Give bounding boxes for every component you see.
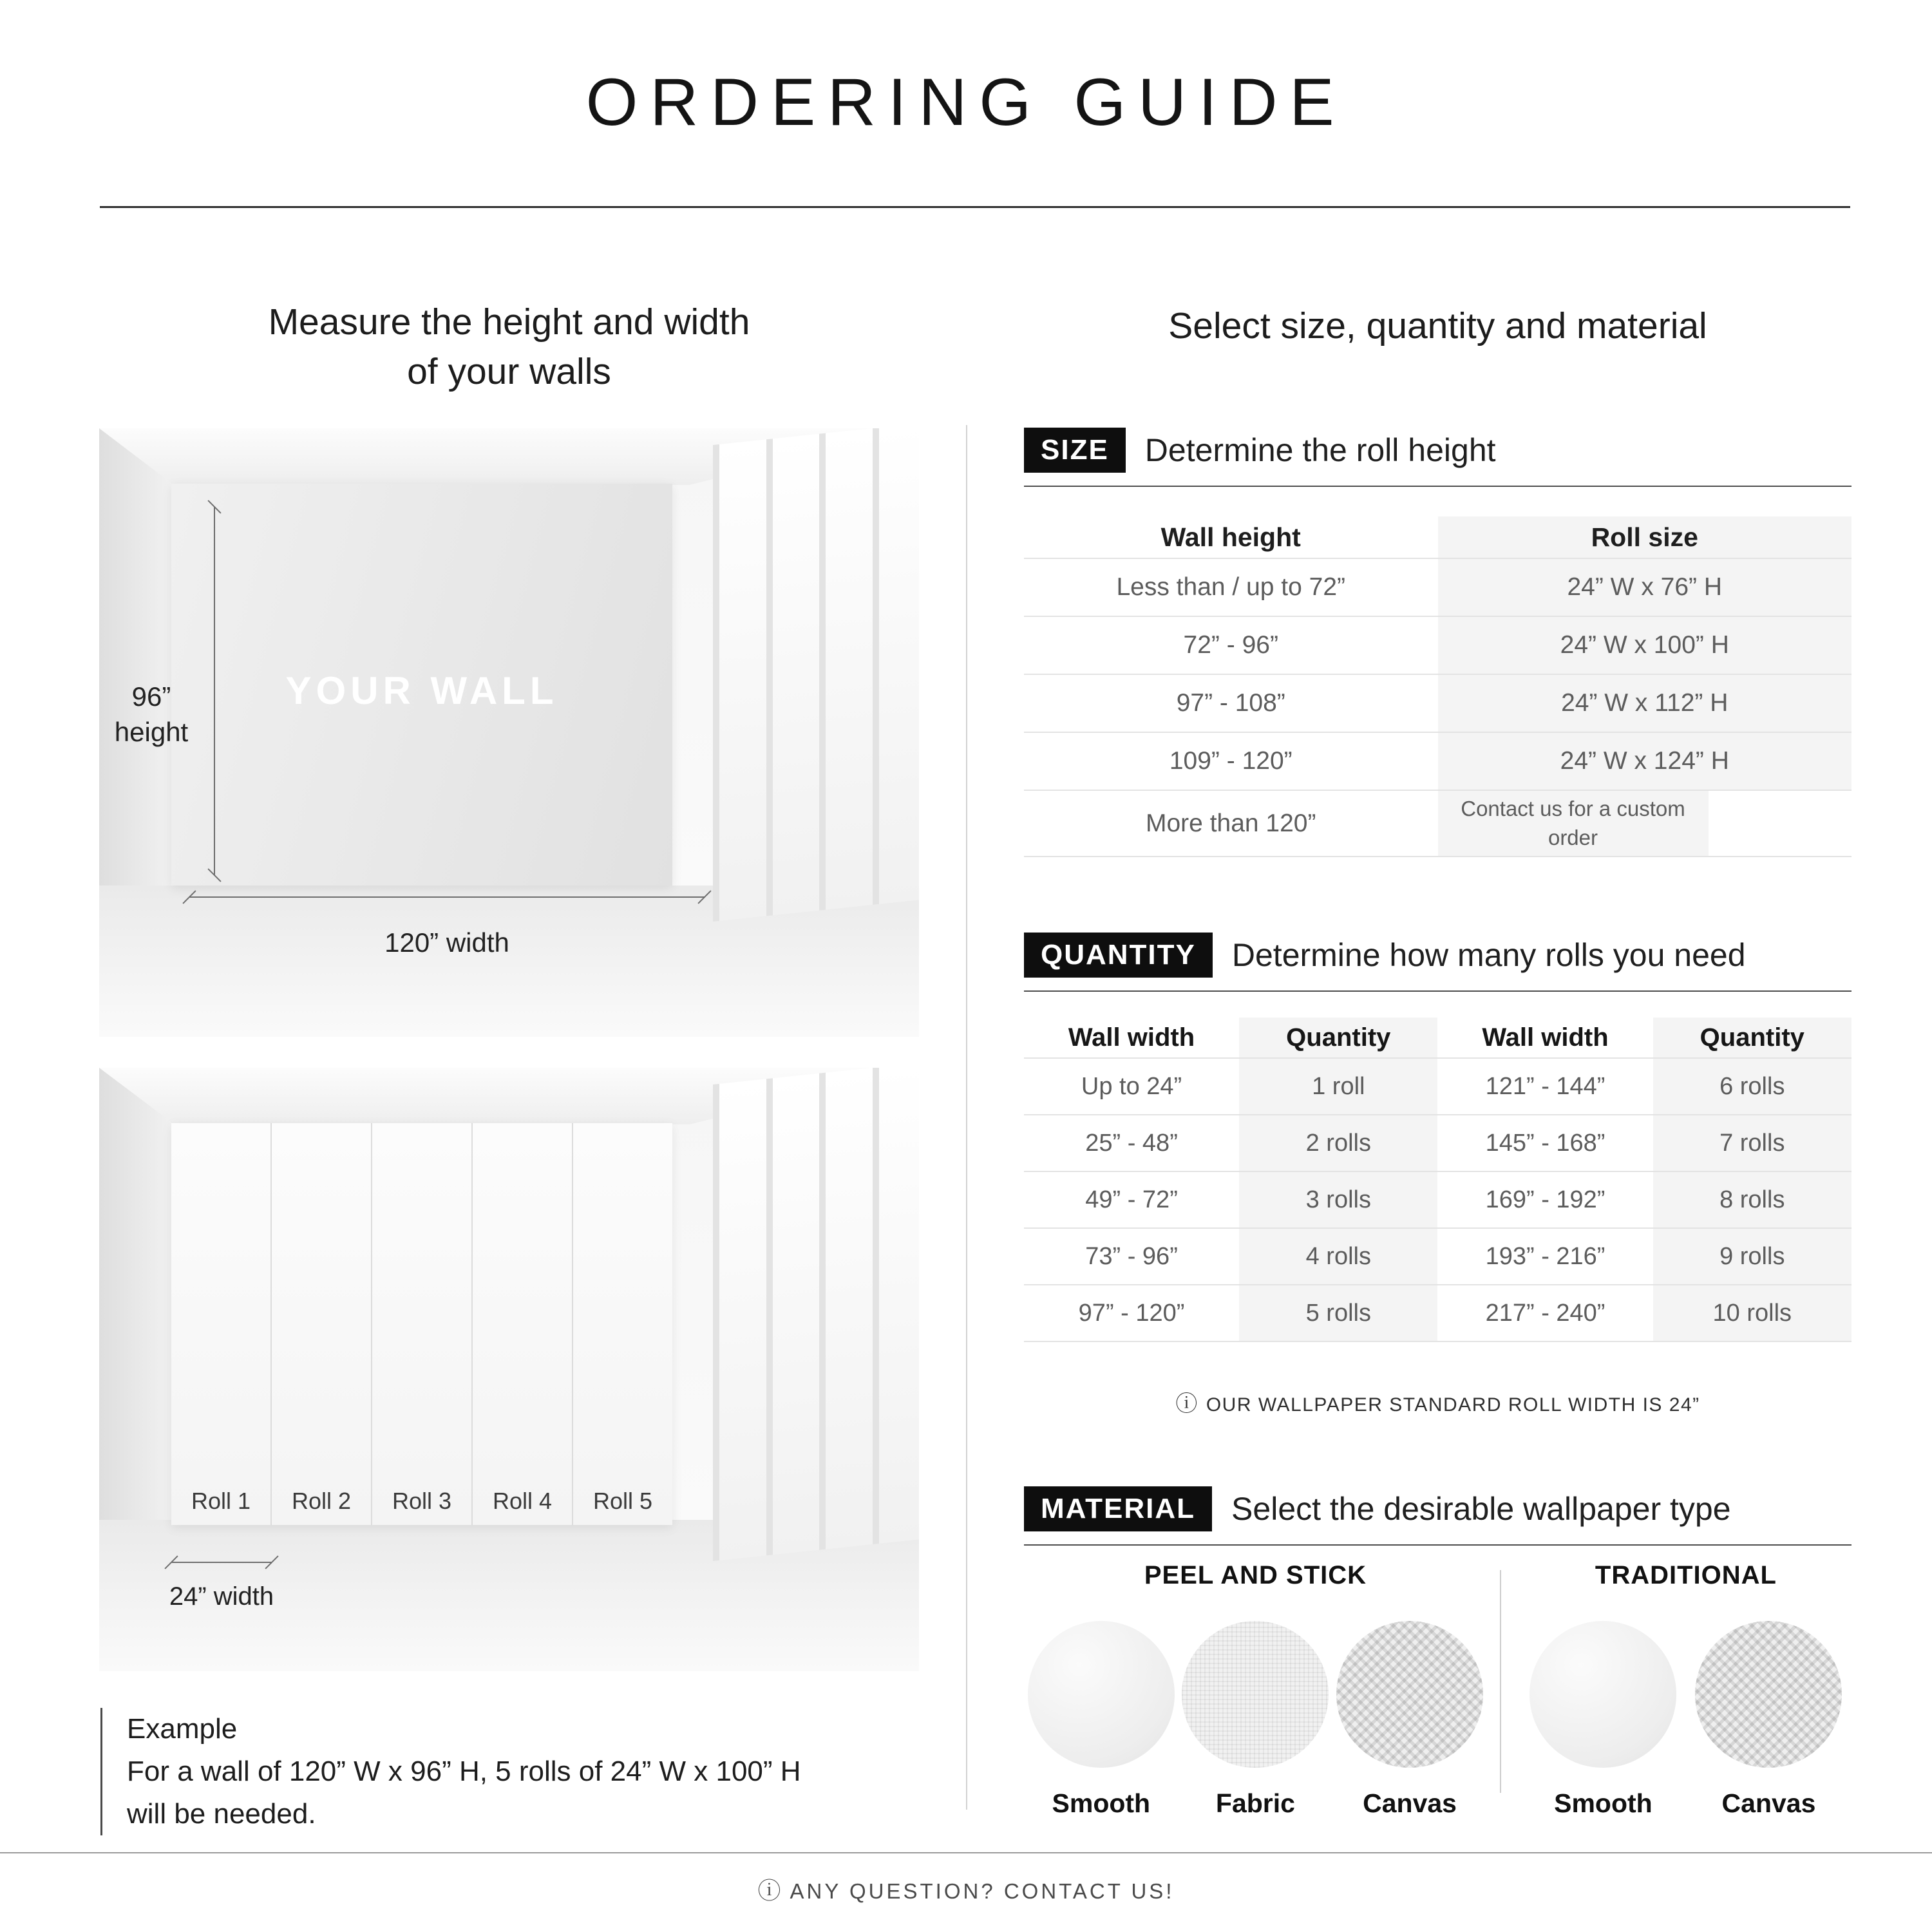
- roll-label-2: Roll 2: [291, 1488, 352, 1514]
- quantity-badge: QUANTITY: [1024, 933, 1213, 978]
- qty-cell: 6 rolls: [1653, 1059, 1852, 1114]
- quantity-table-row: [1024, 1115, 1852, 1172]
- roll-panel-4: [473, 1123, 573, 1525]
- canvas-texture-circle: [1336, 1621, 1483, 1768]
- right-column-heading: Select size, quantity and material: [1168, 305, 1707, 346]
- room-window: [713, 428, 919, 922]
- roll-panel-3: [372, 1123, 473, 1525]
- left-heading-line2: of your walls: [407, 350, 611, 392]
- material-section-header: [1024, 1486, 1852, 1546]
- qty-col-quantity: Quantity: [1239, 1018, 1437, 1057]
- window-pane: [819, 1068, 873, 1550]
- size-table-header-row: [1024, 516, 1852, 559]
- size-subtitle: Determine the roll height: [1144, 432, 1496, 468]
- qty-cell: 121” - 144”: [1485, 1072, 1605, 1100]
- width-dimension-label: 120” width: [384, 927, 509, 958]
- fabric-texture-circle: [1182, 1621, 1329, 1768]
- peel-and-stick-swatches: [1024, 1621, 1487, 1819]
- example-title: Example: [127, 1713, 238, 1745]
- example-block: [100, 1708, 932, 1835]
- qty-cell: 97” - 120”: [1078, 1299, 1185, 1327]
- column-divider: [966, 425, 967, 1810]
- window-pane: [873, 428, 920, 905]
- window-pane: [713, 439, 766, 922]
- roll-panel-2: [272, 1123, 372, 1525]
- quantity-subtitle: Determine how many rolls you need: [1231, 937, 1746, 973]
- qty-cell: 25” - 48”: [1085, 1129, 1178, 1157]
- qty-cell: 10 rolls: [1653, 1285, 1852, 1341]
- size-roll-cell: 24” W x 124” H: [1438, 733, 1852, 790]
- height-value: 96”: [131, 681, 171, 712]
- window-pane: [713, 1079, 766, 1561]
- material-group-peel-and-stick: [1024, 1561, 1500, 1819]
- roll-label-1: Roll 1: [191, 1488, 251, 1514]
- swatch-canvas: [1695, 1621, 1842, 1819]
- size-section-header: [1024, 428, 1852, 487]
- qty-cell: 4 rolls: [1239, 1229, 1437, 1284]
- size-col-wall-height: Wall height: [1160, 522, 1301, 552]
- size-wall-cell: 72” - 96”: [1183, 631, 1278, 659]
- swatch-canvas: [1336, 1621, 1483, 1819]
- qty-cell: 169” - 192”: [1485, 1186, 1605, 1213]
- size-table-row: [1024, 733, 1852, 791]
- smooth-texture-circle: [1028, 1621, 1175, 1768]
- roll-width-dimension-label: 24” width: [169, 1582, 274, 1611]
- roll-width-dimension-line: [171, 1562, 272, 1563]
- roll-panel-1: [171, 1123, 272, 1525]
- qty-cell: 9 rolls: [1653, 1229, 1852, 1284]
- qty-cell: 5 rolls: [1239, 1285, 1437, 1341]
- window-pane: [819, 428, 873, 911]
- roll-label-5: Roll 5: [592, 1488, 653, 1514]
- window-pane: [766, 434, 820, 916]
- window-pane: [766, 1074, 820, 1556]
- qty-cell: 73” - 96”: [1085, 1242, 1178, 1270]
- size-col-roll-size: Roll size: [1438, 516, 1852, 558]
- room-illustration-measure: [99, 428, 919, 1037]
- qty-col-wall-width: Wall width: [1068, 1023, 1195, 1052]
- material-groups: [1024, 1561, 1852, 1819]
- size-table-row: [1024, 617, 1852, 675]
- traditional-swatches: [1520, 1621, 1852, 1819]
- size-table-row: [1024, 791, 1852, 857]
- footer-text: ANY QUESTION? CONTACT US!: [790, 1879, 1175, 1903]
- size-roll-cell: 24” W x 112” H: [1438, 675, 1852, 732]
- roll-note-text: OUR WALLPAPER STANDARD ROLL WIDTH IS 24”: [1206, 1394, 1700, 1416]
- example-line2: will be needed.: [127, 1798, 316, 1830]
- swatch-label: Smooth: [1554, 1788, 1653, 1818]
- qty-cell: 7 rolls: [1653, 1115, 1852, 1171]
- material-group-traditional: [1501, 1561, 1852, 1819]
- size-table-row: [1024, 559, 1852, 617]
- left-column-heading: [99, 298, 919, 397]
- height-word: height: [114, 716, 189, 747]
- qty-cell: 193” - 216”: [1485, 1242, 1605, 1270]
- quantity-table-row: [1024, 1285, 1852, 1342]
- roll-panel-5: [573, 1123, 672, 1525]
- quantity-table-header-row: [1024, 1018, 1852, 1059]
- qty-col-wall-width: Wall width: [1482, 1023, 1609, 1052]
- left-heading-line1: Measure the height and width: [268, 301, 750, 343]
- qty-cell: 1 roll: [1239, 1059, 1437, 1114]
- room-window: [713, 1068, 919, 1561]
- width-dimension-line: [189, 896, 705, 898]
- roll-label-4: Roll 4: [492, 1488, 553, 1514]
- room-illustration-rolls: [99, 1068, 919, 1671]
- size-badge: SIZE: [1024, 428, 1126, 473]
- size-wall-cell: Less than / up to 72”: [1116, 573, 1346, 601]
- size-wall-cell: More than 120”: [1146, 809, 1316, 837]
- rolls-wall: [171, 1123, 672, 1525]
- roll-label-3: Roll 3: [392, 1488, 452, 1514]
- qty-cell: 217” - 240”: [1485, 1299, 1605, 1327]
- qty-cell: 8 rolls: [1653, 1172, 1852, 1227]
- title-divider: [100, 206, 1850, 208]
- your-wall-label: YOUR WALL: [285, 669, 558, 713]
- material-badge: MATERIAL: [1024, 1486, 1212, 1531]
- page-title: ORDERING GUIDE: [585, 65, 1347, 140]
- window-pane: [873, 1068, 920, 1544]
- swatch-label: Canvas: [1363, 1788, 1457, 1818]
- qty-cell: 3 rolls: [1239, 1172, 1437, 1227]
- qty-cell: 145” - 168”: [1485, 1129, 1605, 1157]
- height-dimension-label: [103, 679, 200, 750]
- size-table-row: [1024, 675, 1852, 733]
- swatch-smooth: [1028, 1621, 1175, 1819]
- height-dimension-line: [214, 507, 215, 875]
- quantity-table-row: [1024, 1229, 1852, 1285]
- quantity-table: [1024, 1018, 1852, 1342]
- canvas-texture-circle: [1695, 1621, 1842, 1768]
- swatch-smooth: [1530, 1621, 1676, 1819]
- qty-cell: Up to 24”: [1081, 1072, 1182, 1100]
- traditional-title: TRADITIONAL: [1595, 1561, 1777, 1589]
- footer-divider: [0, 1852, 1932, 1853]
- size-wall-cell: 109” - 120”: [1169, 747, 1293, 775]
- swatch-fabric: [1182, 1621, 1329, 1819]
- smooth-texture-circle: [1530, 1621, 1676, 1768]
- info-icon: ⓘ: [757, 1877, 781, 1904]
- quantity-table-row: [1024, 1059, 1852, 1115]
- size-roll-cell: 24” W x 76” H: [1438, 559, 1852, 616]
- your-wall: [171, 484, 672, 886]
- size-roll-cell: 24” W x 100” H: [1438, 617, 1852, 674]
- swatch-label: Fabric: [1215, 1788, 1295, 1818]
- swatch-label: Smooth: [1052, 1788, 1151, 1818]
- size-roll-cell: Contact us for a custom order: [1438, 791, 1709, 856]
- size-table: [1024, 516, 1852, 857]
- material-subtitle: Select the desirable wallpaper type: [1231, 1491, 1731, 1527]
- quantity-table-row: [1024, 1172, 1852, 1229]
- footer-note: [0, 1873, 1932, 1906]
- qty-cell: 2 rolls: [1239, 1115, 1437, 1171]
- qty-col-quantity: Quantity: [1653, 1018, 1852, 1057]
- size-wall-cell: 97” - 108”: [1176, 689, 1285, 717]
- qty-cell: 49” - 72”: [1085, 1186, 1178, 1213]
- peel-and-stick-title: PEEL AND STICK: [1144, 1561, 1367, 1589]
- roll-width-note: [1024, 1386, 1852, 1417]
- info-icon: ⓘ: [1175, 1392, 1198, 1416]
- swatch-label: Canvas: [1721, 1788, 1816, 1818]
- example-line1: For a wall of 120” W x 96” H, 5 rolls of 24” W x 100” H: [127, 1756, 801, 1787]
- quantity-section-header: [1024, 933, 1852, 992]
